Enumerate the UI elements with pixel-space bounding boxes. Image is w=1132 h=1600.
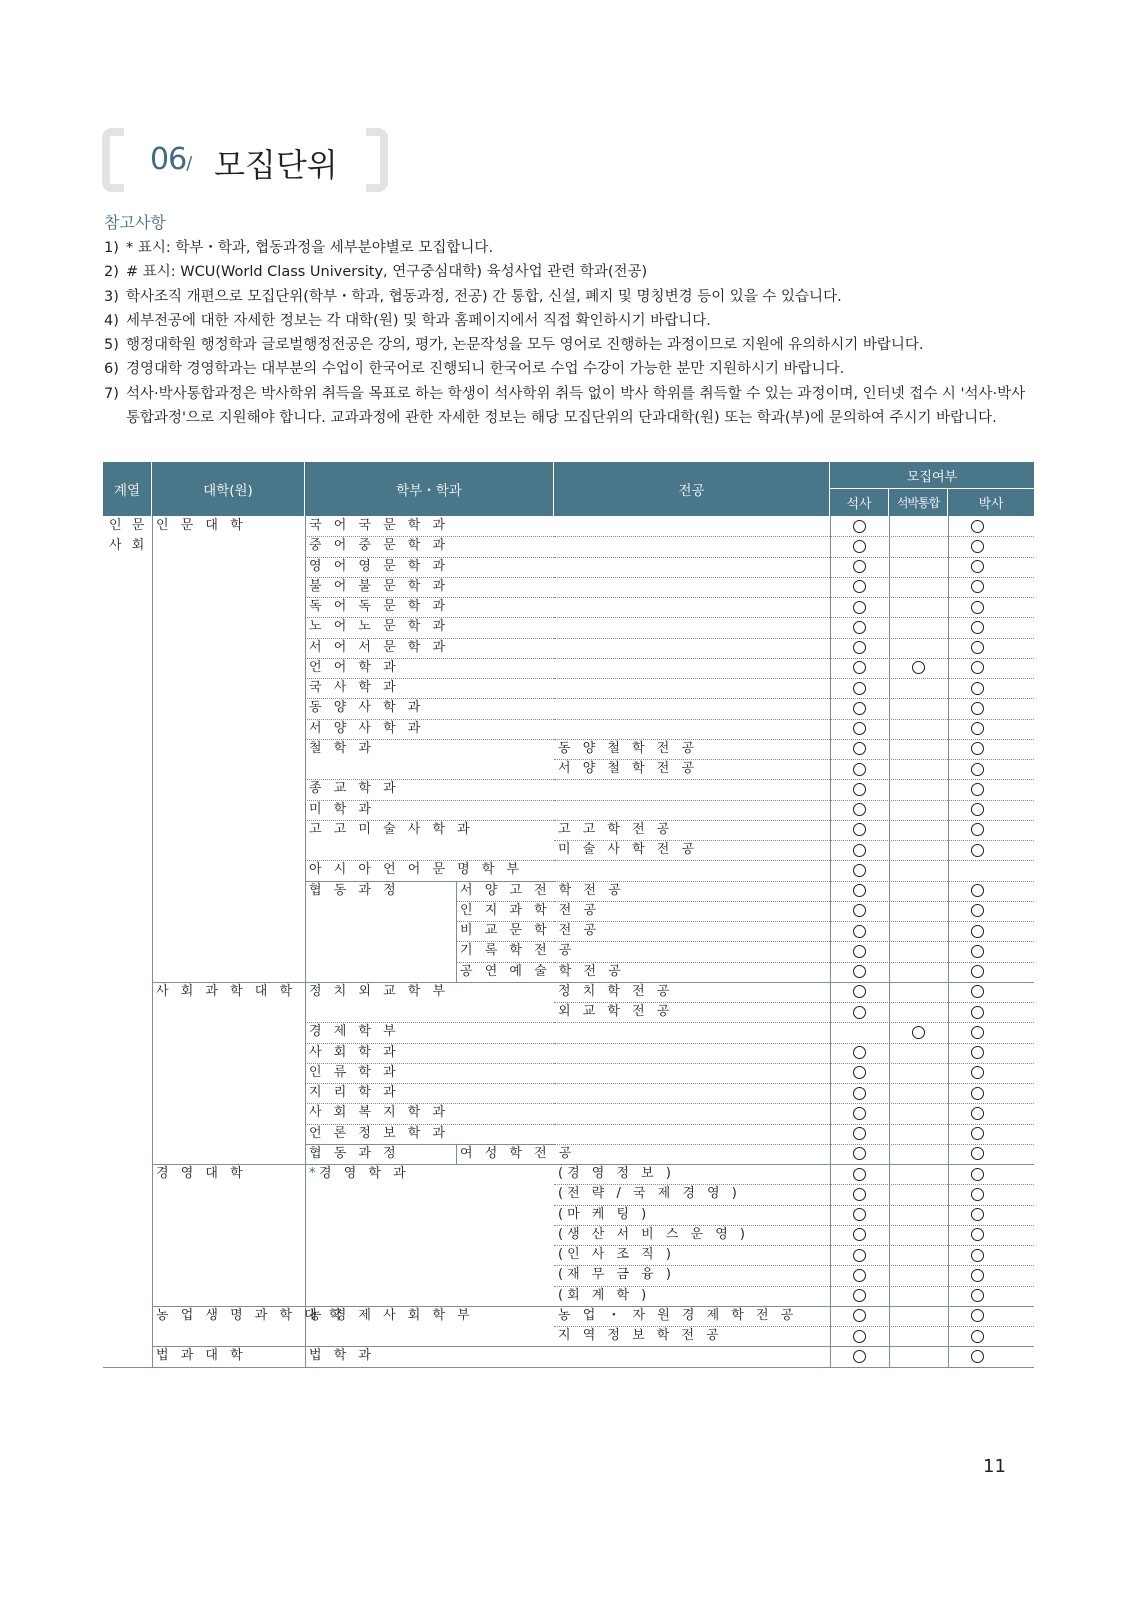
doctor-available-mark	[971, 1188, 984, 1201]
master-available-mark	[853, 1046, 866, 1059]
doctor-available-mark	[971, 1147, 984, 1160]
department-name: 경 영 학 과	[319, 1166, 410, 1181]
row-divider	[554, 881, 1034, 882]
table-header	[103, 462, 1034, 516]
note-item	[104, 260, 1034, 284]
row-divider	[554, 577, 1034, 578]
row-divider	[554, 921, 1034, 922]
note-number: 4)	[104, 312, 119, 329]
master-available-mark	[853, 1147, 866, 1160]
doctor-available-mark	[971, 1006, 984, 1019]
doctor-available-mark	[971, 884, 984, 897]
row-divider	[554, 698, 1034, 699]
doctor-available-mark	[971, 1127, 984, 1140]
doctor-available-mark	[971, 641, 984, 654]
major-name: 지 역 정 보 학 전 공	[558, 1328, 723, 1343]
notes-heading: 참고사항	[104, 213, 166, 232]
major-name: (재 무 금 융 )	[558, 1267, 675, 1283]
master-available-mark	[853, 1087, 866, 1100]
department-name: 고 고 미 술 사 학 과	[309, 821, 474, 837]
note-number: 3)	[104, 288, 119, 305]
header-integrated: 석박통합	[889, 489, 948, 516]
recruitment-table	[103, 462, 1034, 1366]
college-name: 사 회 과 학 대 학	[156, 983, 297, 999]
doctor-available-mark	[971, 682, 984, 695]
doctor-available-mark	[971, 945, 984, 958]
doctor-available-mark	[971, 803, 984, 816]
cooperative-subcolumn-divider	[456, 941, 457, 961]
note-item	[104, 357, 1034, 381]
department-name: 철 학 과	[309, 740, 375, 756]
row-divider	[554, 597, 1034, 598]
cooperative-subcolumn-divider	[456, 1144, 457, 1164]
department-name: 국 어 국 문 학 과	[309, 518, 450, 533]
department-name: 아 시 아 언 어 문 명 학 부	[309, 862, 524, 878]
note-number: 6)	[104, 361, 119, 378]
doctor-available-mark	[971, 965, 984, 978]
master-available-mark	[853, 844, 866, 857]
doctor-available-mark	[971, 985, 984, 998]
master-available-mark	[853, 1107, 866, 1120]
department-name: 국 사 학 과	[309, 680, 400, 695]
doctor-available-mark	[971, 1269, 984, 1282]
doctor-available-mark	[971, 621, 984, 634]
major-name: (전 략 / 국 제 경 영 )	[558, 1186, 741, 1202]
cooperative-major-name: 인 지 과 학 전 공	[460, 902, 601, 918]
doctor-available-mark	[971, 580, 984, 593]
cooperative-major-name: 여 성 학 전 공	[460, 1145, 576, 1161]
master-available-mark	[853, 763, 866, 776]
master-available-mark	[853, 722, 866, 735]
master-available-mark	[853, 1249, 866, 1262]
major-name: 동 양 철 학 전 공	[558, 740, 699, 756]
note-number: 7)	[104, 385, 119, 402]
major-name: 미 술 사 학 전 공	[558, 842, 699, 857]
row-divider	[554, 1083, 1034, 1084]
department-name: 미 학 과	[309, 801, 375, 817]
master-available-mark	[853, 560, 866, 573]
row-divider	[554, 779, 1034, 780]
cooperative-subcolumn-divider	[456, 901, 457, 921]
note-text: 학사조직 개편으로 모집단위(학부・학과, 협동과정, 전공) 간 통합, 신설, 폐지 및 명칭변경 등이 있을 수 있습니다.	[126, 288, 842, 305]
section-number: 06/	[150, 142, 192, 177]
field-label-line2: 사 회	[109, 538, 148, 553]
doctor-available-mark	[971, 1330, 984, 1343]
doctor-available-mark	[971, 1208, 984, 1221]
row-divider	[554, 962, 1034, 963]
department-name: 지 리 학 과	[309, 1085, 400, 1100]
master-available-mark	[853, 1330, 866, 1343]
note-text: # 표시: WCU(World Class University, 연구중심대학) 육성사업 관련 학과(전공)	[126, 264, 648, 281]
doctor-available-mark	[971, 1228, 984, 1241]
major-name: (생 산 서 비 스 운 영 )	[558, 1226, 749, 1242]
row-divider	[554, 1103, 1034, 1104]
major-name: 고 고 학 전 공	[558, 821, 674, 837]
cooperative-major-name: 기 록 학 전 공	[460, 943, 576, 959]
section-title-block	[102, 128, 388, 194]
college-name: 농 업 생 명 과 학 대 학	[156, 1307, 346, 1323]
master-available-mark	[853, 1228, 866, 1241]
master-available-mark	[853, 884, 866, 897]
doctor-available-mark	[971, 1168, 984, 1181]
doctor-available-mark	[971, 1066, 984, 1079]
department-name: 법 학 과	[309, 1348, 375, 1364]
master-available-mark	[853, 641, 866, 654]
master-available-mark	[853, 1127, 866, 1140]
doctor-available-mark	[971, 1309, 984, 1322]
header-master: 석사	[830, 489, 889, 516]
doctor-available-mark	[971, 722, 984, 735]
header-recruit: 모집여부	[830, 462, 1034, 489]
department-name: 협 동 과 정	[309, 882, 400, 898]
master-available-mark	[853, 1188, 866, 1201]
department-name: 노 어 노 문 학 과	[309, 619, 450, 635]
doctor-available-mark	[971, 1249, 984, 1262]
college-divider	[152, 1346, 1034, 1347]
doctor-available-mark	[971, 520, 984, 533]
major-name: (마 케 팅 )	[558, 1206, 651, 1222]
master-available-mark	[853, 520, 866, 533]
department-name: 농 경 제 사 회 학 부	[309, 1307, 474, 1323]
college-name: 인 문 대 학	[156, 518, 247, 533]
department-name: 동 양 사 학 과	[309, 700, 425, 716]
cooperative-major-name: 비 교 문 학 전 공	[460, 923, 601, 938]
asterisk-mark: *	[309, 1166, 316, 1181]
doctor-available-mark	[971, 1350, 984, 1363]
master-available-mark	[853, 1309, 866, 1322]
row-divider	[554, 678, 1034, 679]
doctor-available-mark	[971, 844, 984, 857]
row-divider	[554, 638, 1034, 639]
major-name: 농 업 ・ 자 원 경 제 학 전 공	[558, 1307, 798, 1323]
note-text: 행정대학원 행정학과 글로벌행정전공은 강의, 평가, 논문작성을 모두 영어로 진행하는 과정이므로 지원에 유의하시기 바랍니다.	[126, 337, 924, 354]
table-bottom-border	[103, 1367, 1034, 1368]
row-divider	[554, 901, 1034, 902]
integrated-available-mark	[912, 1026, 925, 1039]
row-divider	[554, 1124, 1034, 1125]
master-available-mark	[853, 1168, 866, 1181]
master-available-mark	[853, 601, 866, 614]
doctor-available-mark	[971, 823, 984, 836]
department-name: 서 어 서 문 학 과	[309, 639, 450, 655]
note-item	[104, 285, 1034, 309]
doctor-available-mark	[971, 1026, 984, 1039]
integrated-available-mark	[912, 661, 925, 674]
page-number: 11	[983, 1456, 1006, 1477]
row-divider	[554, 536, 1034, 537]
master-available-mark	[853, 540, 866, 553]
master-available-mark	[853, 1066, 866, 1079]
note-number: 2)	[104, 264, 119, 281]
doctor-available-mark	[971, 742, 984, 755]
major-name: 서 양 철 학 전 공	[558, 761, 699, 776]
cooperative-major-name: 서 양 고 전 학 전 공	[460, 882, 625, 898]
field-label-line1: 인 문	[109, 518, 148, 533]
master-available-mark	[853, 580, 866, 593]
doctor-available-mark	[971, 702, 984, 715]
master-available-mark	[853, 803, 866, 816]
header-field: 계열	[103, 462, 152, 516]
note-text: 경영대학 경영학과는 대부분의 수업이 한국어로 진행되니 한국어로 수업 수강이 가능한 분만 지원하시기 바랍니다.	[126, 361, 845, 378]
doctor-available-mark	[971, 560, 984, 573]
notes-list	[104, 236, 1034, 430]
row-divider	[554, 800, 1034, 801]
doctor-available-mark	[971, 1289, 984, 1302]
doctor-available-mark	[971, 925, 984, 938]
section-title: 모집단위	[214, 146, 338, 184]
department-name: 사 회 복 지 학 과	[309, 1105, 450, 1121]
note-number: 5)	[104, 337, 119, 354]
cooperative-subcolumn-divider	[456, 962, 457, 982]
master-available-mark	[853, 742, 866, 755]
header-college: 대학(원)	[152, 462, 305, 516]
department-name: 독 어 독 문 학 과	[309, 599, 450, 614]
row-divider	[554, 1043, 1034, 1044]
note-item	[104, 333, 1034, 357]
left-bracket-decoration	[102, 128, 124, 192]
row-divider	[554, 719, 1034, 720]
note-item	[104, 236, 1034, 260]
doctor-available-mark	[971, 1046, 984, 1059]
note-item	[104, 382, 1034, 431]
master-available-mark	[853, 702, 866, 715]
department-name: 중 어 중 문 학 과	[309, 538, 450, 554]
column-divider-college	[152, 516, 153, 1367]
master-available-mark	[853, 965, 866, 978]
header-major: 전공	[554, 462, 830, 516]
row-divider	[554, 860, 1034, 861]
master-available-mark	[853, 1269, 866, 1282]
master-available-mark	[853, 661, 866, 674]
row-divider	[554, 941, 1034, 942]
master-available-mark	[853, 925, 866, 938]
department-name: 언 어 학 과	[309, 659, 400, 675]
department-name: 서 양 사 학 과	[309, 720, 425, 736]
row-divider	[554, 1144, 1034, 1145]
master-available-mark	[853, 864, 866, 877]
header-department: 학부・학과	[305, 462, 554, 516]
master-available-mark	[853, 985, 866, 998]
doctor-available-mark	[971, 1107, 984, 1120]
master-available-mark	[853, 1006, 866, 1019]
master-available-mark	[853, 1208, 866, 1221]
row-divider	[554, 557, 1034, 558]
note-text: 석사·박사통합과정은 박사학위 취득을 목표로 하는 학생이 석사학위 취득 없이 박사 학위를 취득할 수 있는 과정이며, 인터넷 접수 시 '석사·박사통합과정'으로 지원해야 합니다. 교과과정에 관한 자세한 정보는 해당 모집단위의 단과대학(원) 또는 학과(부)에 문의하여 주시기 바랍니다.	[126, 385, 1026, 427]
row-divider	[554, 1022, 1034, 1023]
college-name: 법 과 대 학	[156, 1348, 247, 1364]
doctor-available-mark	[971, 601, 984, 614]
major-name: (인 사 조 직 )	[558, 1247, 675, 1262]
doctor-available-mark	[971, 540, 984, 553]
row-divider	[554, 617, 1034, 618]
row-divider	[554, 1063, 1034, 1064]
master-available-mark	[853, 904, 866, 917]
master-available-mark	[853, 783, 866, 796]
department-name: 경 제 학 부	[309, 1024, 400, 1040]
department-name: 불 어 불 문 학 과	[309, 578, 450, 594]
department-name: 사 회 학 과	[309, 1044, 400, 1060]
master-available-mark	[853, 1289, 866, 1302]
doctor-available-mark	[971, 904, 984, 917]
master-available-mark	[853, 823, 866, 836]
major-name: 정 치 학 전 공	[558, 983, 674, 999]
major-name: (경 영 정 보 )	[558, 1166, 675, 1181]
master-available-mark	[853, 682, 866, 695]
cooperative-subcolumn-divider	[456, 921, 457, 941]
cooperative-subcolumn-divider	[456, 881, 457, 901]
major-name: 외 교 학 전 공	[558, 1004, 674, 1019]
department-name: 협 동 과 정	[309, 1145, 400, 1161]
note-number: 1)	[104, 240, 119, 256]
major-name: (회 계 학 )	[558, 1287, 651, 1303]
doctor-available-mark	[971, 783, 984, 796]
note-text: 세부전공에 대한 자세한 정보는 각 대학(원) 및 학과 홈페이지에서 직접 확인하시기 바랍니다.	[126, 312, 711, 329]
row-divider	[554, 658, 1034, 659]
department-name: 인 류 학 과	[309, 1064, 400, 1080]
department-name: 종 교 학 과	[309, 781, 400, 797]
doctor-available-mark	[971, 1087, 984, 1100]
table-body	[103, 516, 1034, 1366]
department-name: 정 치 외 교 학 부	[309, 983, 450, 999]
department-name: 영 어 영 문 학 과	[309, 558, 450, 574]
right-bracket-decoration	[366, 128, 388, 192]
master-available-mark	[853, 945, 866, 958]
college-name: 경 영 대 학	[156, 1166, 247, 1181]
doctor-available-mark	[971, 661, 984, 674]
note-item	[104, 309, 1034, 333]
cooperative-major-name: 공 연 예 술 학 전 공	[460, 963, 625, 979]
master-available-mark	[853, 621, 866, 634]
master-available-mark	[853, 1350, 866, 1363]
doctor-available-mark	[971, 763, 984, 776]
header-doctor: 박사	[978, 497, 1004, 512]
note-text: * 표시: 학부・학과, 협동과정을 세부분야별로 모집합니다.	[126, 240, 494, 256]
department-name: 언 론 정 보 학 과	[309, 1125, 450, 1141]
